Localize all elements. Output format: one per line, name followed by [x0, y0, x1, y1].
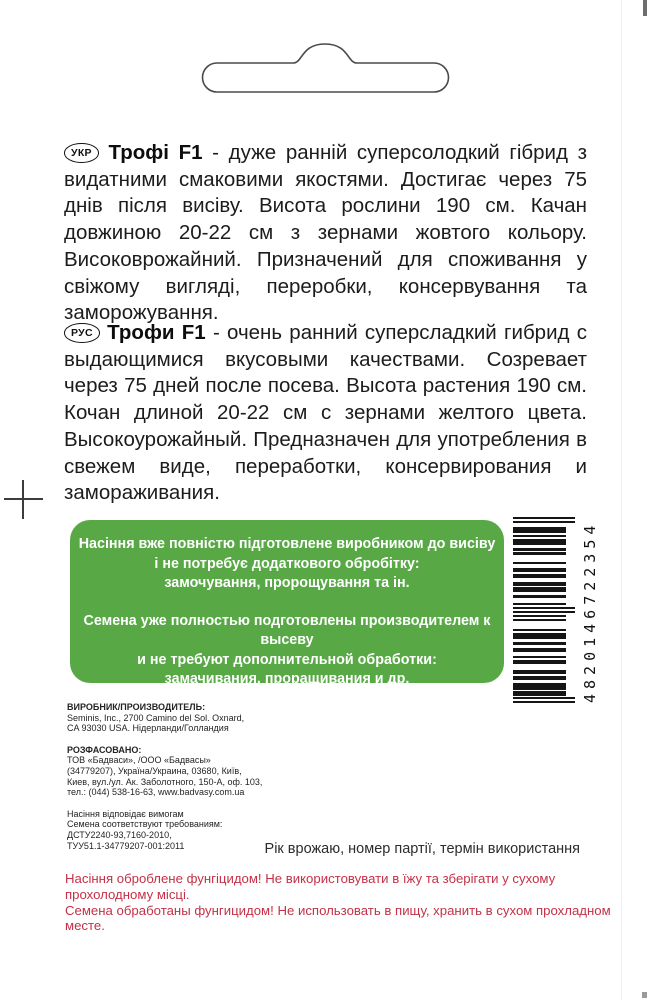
- producer-header: ВИРОБНИК/ПРОИЗВОДИТЕЛЬ:: [67, 702, 206, 712]
- packer-line: Киев, вул./ул. Ак. Заболотного, 150-А, оф. 103,: [67, 776, 263, 787]
- producer-line: CA 93030 USA. Нідерланди/Голландия: [67, 723, 229, 734]
- notice-ukr-line: замочування, пророщування та ін.: [164, 575, 410, 591]
- notice-rus-line: Семена уже полностью подготовлены производителем к высеву: [83, 612, 491, 648]
- standards-line: ТУУ51.1-34779207-001:2011: [67, 840, 185, 851]
- crop-mark-vertical: [22, 480, 24, 519]
- package-edge-line: [621, 0, 622, 1000]
- standards-line: Семена соответствуют требованиям:: [67, 819, 223, 830]
- fungicide-warning: [65, 871, 625, 934]
- lang-badge-ukr: УКР: [64, 143, 99, 163]
- notice-rus-line: и не требуют дополнительной обработки:: [137, 651, 437, 668]
- producer-line: Seminis, Inc., 2700 Camino del Sol. Oxnard,: [67, 712, 245, 723]
- standards-line: Насіння відповідає вимогам: [67, 808, 184, 819]
- manufacturer-block: [67, 702, 337, 862]
- packer-line: ТОВ «Бадваси», /ООО «Бадвасы»: [67, 755, 211, 766]
- harvest-note: Рік врожаю, номер партії, термін використання: [264, 841, 580, 857]
- notice-rus-line: замачивания, проращивания и др.: [164, 671, 410, 687]
- packer-line: (34779207), Україна/Украина, 03680, Київ,: [67, 765, 242, 776]
- producer-group: [67, 702, 337, 734]
- variety-name-ukr: Трофі F1: [108, 141, 203, 164]
- barcode-number-text: 4820146722354: [581, 520, 599, 703]
- packer-header: РОЗФАСОВАНО:: [67, 744, 142, 755]
- scan-artifact-bottom-right: [642, 992, 647, 998]
- description-rus: [64, 320, 587, 507]
- barcode-number: [513, 517, 599, 703]
- warning-line-rus: Семена обработаны фунгицидом! Не использовать в пищу, хранить в сухом прохладном месте.: [65, 902, 611, 934]
- variety-name-rus: Трофи F1: [107, 321, 206, 344]
- description-text-ukr: - дуже ранній суперсолодкий гібрид з видатними смаковими якостями. Достигає через 75 днів після висіву. Висота рослини 190 см. Качан довжиною 20-22 см з зернами жовтого кольору. Високоврожайний. Призначений для споживання у свіжому вигляді, переробки, консервування та заморожування.: [64, 141, 588, 325]
- packer-line: тел.: (044) 538-16-63, www.badvasy.com.ua: [67, 787, 245, 798]
- seed-notice: [70, 520, 504, 687]
- warning-line-ukr: Насіння оброблене фунгіцидом! Не використовувати в їжу та зберігати у сухому прохолодному місці.: [65, 871, 556, 902]
- standards-line: ДСТУ2240-93,7160-2010,: [67, 829, 172, 840]
- description-text-rus: - очень ранний суперсладкий гибрид с выдающимися вкусовыми качествами. Созревает через 75 дней после посева. Высота растения 190 см. Кочан длиной 20-22 см с зернами желтого цвета. Высокоурожайный. Предназначен для употребления в свежем виде, переработки, консервирования и замораживания.: [64, 321, 587, 505]
- packer-group: [67, 745, 337, 798]
- scan-artifact-top-right: [643, 0, 647, 16]
- hang-slot-cutout: [200, 40, 452, 96]
- lang-badge-rus: РУС: [64, 323, 100, 343]
- notice-ukr-line: і не потребує додаткового обробітку:: [154, 555, 420, 572]
- description-ukr: [64, 140, 587, 327]
- barcode: [513, 517, 599, 703]
- notice-gap: [70, 594, 504, 612]
- notice-ukr-line: Насіння вже повністю підготовлене виробником до висіву: [78, 536, 496, 552]
